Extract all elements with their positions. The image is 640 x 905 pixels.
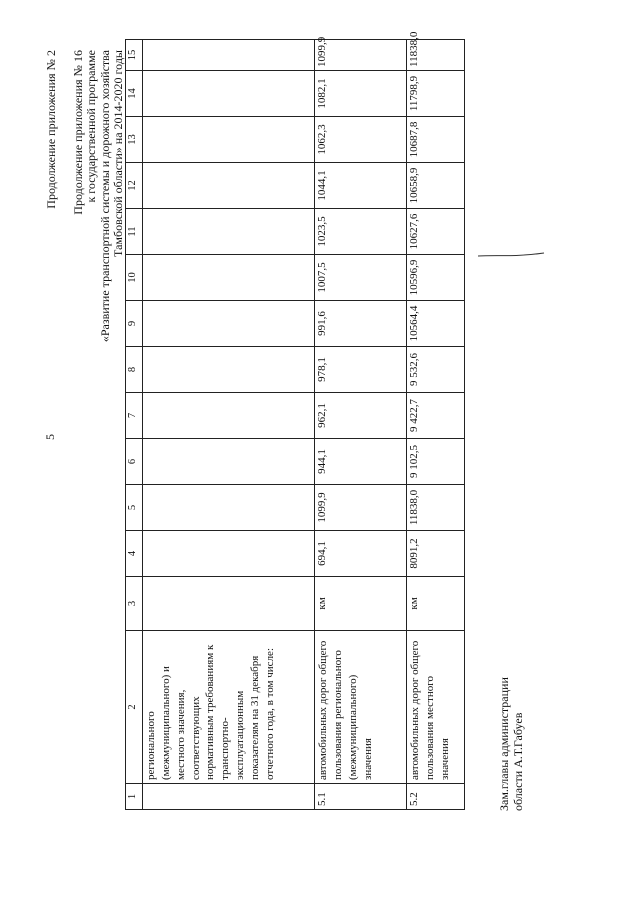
value-cell: 8091,2 <box>407 531 465 577</box>
value-cell <box>143 531 315 577</box>
column-number: 10 <box>126 255 143 301</box>
value-cell: 962,1 <box>315 393 407 439</box>
row-unit <box>143 577 315 631</box>
signature-text <box>497 677 526 811</box>
table-row <box>407 40 465 810</box>
value-cell <box>143 347 315 393</box>
column-number: 12 <box>126 163 143 209</box>
table-row <box>143 40 315 810</box>
signature-line: области А.Т.Габуев <box>511 712 526 811</box>
row-unit: км <box>315 577 407 631</box>
value-cell: 1082,1 <box>315 71 407 117</box>
value-cell: 10596,9 <box>407 255 465 301</box>
value-cell: 10627,6 <box>407 209 465 255</box>
column-number: 9 <box>126 301 143 347</box>
value-cell: 1099,9 <box>315 40 407 71</box>
program-header-line: к государственной программе <box>84 50 99 203</box>
value-cell: 944,1 <box>315 439 407 485</box>
indicators-table <box>125 31 465 810</box>
column-number: 11 <box>126 209 143 255</box>
signature-line: Зам.главы администрации <box>497 677 511 811</box>
column-number: 4 <box>126 531 143 577</box>
column-number: 13 <box>126 117 143 163</box>
value-cell <box>143 393 315 439</box>
column-number: 5 <box>126 485 143 531</box>
value-cell: 9 102,5 <box>407 439 465 485</box>
table-row <box>315 40 407 810</box>
value-cell: 9 532,6 <box>407 347 465 393</box>
value-cell: 694,1 <box>315 531 407 577</box>
value-cell: 1099,9 <box>315 485 407 531</box>
value-cell: 1007,5 <box>315 255 407 301</box>
value-cell <box>143 439 315 485</box>
row-description: автомобильных дорог общего пользования регионального (межмуниципального) значения <box>315 631 407 784</box>
column-number: 7 <box>126 393 143 439</box>
value-cell <box>143 71 315 117</box>
row-description: регионального (межмуниципального) и местного значения, соответствующих нормативным требованиям к транспортно-эксплуатационным показателям на 31 декабря отчетного года, в том числе: <box>143 631 315 784</box>
program-header-line: Тамбовской области» на 2014-2020 годы <box>111 50 126 257</box>
appendix-continuation-text: Продолжение приложения № 2 <box>44 50 58 209</box>
column-number: 6 <box>126 439 143 485</box>
column-number: 8 <box>126 347 143 393</box>
column-number: 14 <box>126 71 143 117</box>
column-number: 3 <box>126 577 143 631</box>
value-cell: 991,6 <box>315 301 407 347</box>
value-cell: 10658,9 <box>407 163 465 209</box>
value-cell: 1023,5 <box>315 209 407 255</box>
value-cell <box>143 301 315 347</box>
column-number: 1 <box>126 784 143 810</box>
row-unit: км <box>407 577 465 631</box>
value-cell <box>143 209 315 255</box>
value-cell <box>143 485 315 531</box>
rotated-page-content <box>44 31 465 810</box>
appendix-continuation-header <box>45 50 58 209</box>
handwritten-stroke <box>476 250 546 264</box>
value-cell <box>143 163 315 209</box>
value-cell: 1044,1 <box>315 163 407 209</box>
column-number-row <box>126 40 143 810</box>
row-index: 5.2 <box>407 784 465 810</box>
value-cell <box>143 40 315 71</box>
value-cell: 978,1 <box>315 347 407 393</box>
row-description: автомобильных дорог общего пользования местного значения <box>407 631 465 784</box>
column-number: 2 <box>126 631 143 784</box>
value-cell: 1062,3 <box>315 117 407 163</box>
value-cell: 11798,9 <box>407 71 465 117</box>
value-cell <box>143 117 315 163</box>
program-header-line: Продолжение приложения № 16 <box>71 50 85 215</box>
row-index: 5.1 <box>315 784 407 810</box>
value-cell: 10687,8 <box>407 117 465 163</box>
value-cell: 11838,0 <box>407 40 465 71</box>
program-header-line: «Развитие транспортной системы и дорожного хозяйства <box>97 50 112 343</box>
value-cell: 11838,0 <box>407 485 465 531</box>
signature-block <box>497 621 531 811</box>
column-number: 15 <box>126 40 143 71</box>
value-cell <box>143 255 315 301</box>
value-cell: 9 422,7 <box>407 393 465 439</box>
value-cell: 10564,4 <box>407 301 465 347</box>
row-index <box>143 784 315 810</box>
program-header <box>72 50 126 342</box>
page-number: 5 <box>43 434 57 440</box>
